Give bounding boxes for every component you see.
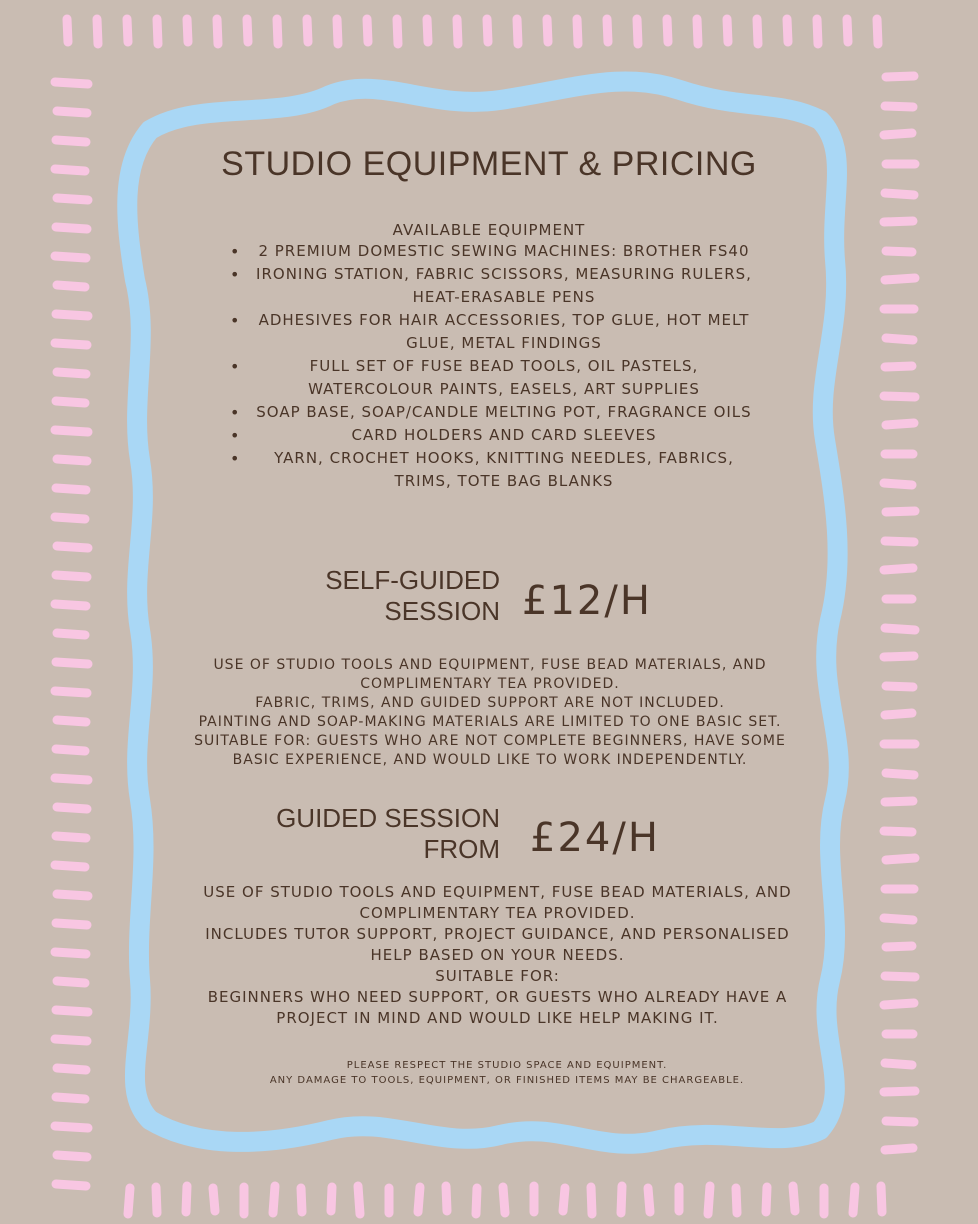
list-item: • YARN, CROCHET HOOKS, KNITTING NEEDLES, FABRICS, TRIMS, TOTE BAG BLANKS <box>230 449 734 490</box>
list-item: • 2 PREMIUM DOMESTIC SEWING MACHINES: BROTHER FS40 <box>230 242 750 261</box>
bullet-icon: • <box>230 403 241 422</box>
list-item: • CARD HOLDERS AND CARD SLEEVES <box>230 426 657 445</box>
equipment-list <box>230 240 760 493</box>
guided-heading: GUIDED SESSION FROM <box>276 803 500 864</box>
bullet-icon: • <box>230 242 241 261</box>
equipment-heading: AVAILABLE EQUIPMENT <box>392 221 586 239</box>
list-item: • IRONING STATION, FABRIC SCISSORS, MEASURING RULERS, HEAT-ERASABLE PENS <box>230 265 752 306</box>
page-title: STUDIO EQUIPMENT & PRICING <box>221 145 757 183</box>
bullet-icon: • <box>230 311 241 330</box>
bullet-icon: • <box>230 357 241 376</box>
list-item: • ADHESIVES FOR HAIR ACCESSORIES, TOP GLUE, HOT MELT GLUE, METAL FINDINGS <box>230 311 750 352</box>
list-item: • FULL SET OF FUSE BEAD TOOLS, OIL PASTELS, WATERCOLOUR PAINTS, EASELS, ART SUPPLIES <box>230 357 700 398</box>
self-guided-heading: SELF-GUIDED SESSION <box>325 565 500 626</box>
guided-description: USE OF STUDIO TOOLS AND EQUIPMENT, FUSE BEAD MATERIALS, AND COMPLIMENTARY TEA PROVIDED. INCLUDES TUTOR SUPPORT, PROJECT GUIDANCE, AND PERSONALISED HELP BASED ON YOUR NEEDS. SUITABLE FOR: BEGINNERS WHO NEED SUPPORT, OR GUESTS WHO ALREADY HAVE A PROJECT IN MIND AND WOULD LIKE HELP MAKING IT. <box>203 883 792 1027</box>
damage-note: PLEASE RESPECT THE STUDIO SPACE AND EQUIPMENT. ANY DAMAGE TO TOOLS, EQUIPMENT, OR FINISHED ITEMS MAY BE CHARGEABLE. <box>269 1060 745 1086</box>
bullet-icon: • <box>230 449 241 468</box>
bullet-icon: • <box>230 426 241 445</box>
list-item: • SOAP BASE, SOAP/CANDLE MELTING POT, FRAGRANCE OILS <box>230 403 752 422</box>
self-guided-description: USE OF STUDIO TOOLS AND EQUIPMENT, FUSE BEAD MATERIALS, AND COMPLIMENTARY TEA PROVIDED. FABRIC, TRIMS, AND GUIDED SUPPORT ARE NOT INCLUDED. PAINTING AND SOAP-MAKING MATERIALS ARE LIMITED TO ONE BASIC SET. SUITABLE FOR: GUESTS WHO ARE NOT COMPLETE BEGINNERS, HAVE SOME BASIC EXPERIENCE, AND WOULD LIKE TO WORK INDEPENDENTLY. <box>194 657 786 768</box>
bullet-icon: • <box>230 265 241 284</box>
self-guided-price: £12/H <box>522 578 652 624</box>
guided-price: £24/H <box>530 815 660 861</box>
